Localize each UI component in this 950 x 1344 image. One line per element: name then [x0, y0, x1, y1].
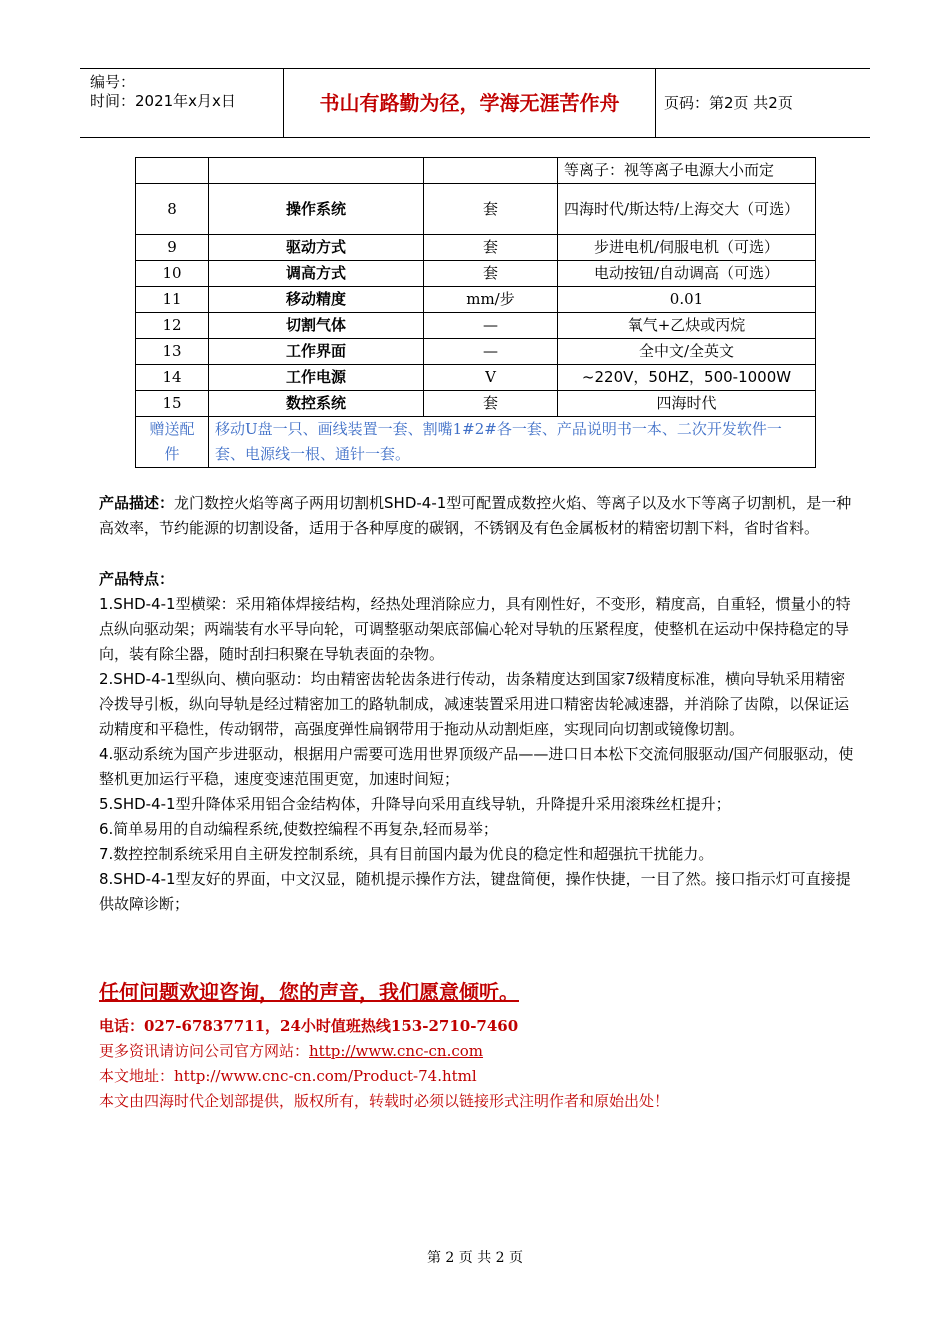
product-description — [99, 491, 855, 541]
spec-table — [135, 157, 816, 468]
table-row — [136, 261, 816, 287]
table-row — [136, 235, 816, 261]
feature-item: 8.SHD-4-1型友好的界面，中文汉显，随机提示操作方法，键盘简便，操作快捷，一目了然。接口指示灯可直接提供故障诊断； — [99, 870, 851, 913]
product-features — [99, 567, 855, 917]
row-item — [209, 158, 424, 184]
table-row — [136, 313, 816, 339]
page-footer: 第 2 页 共 2 页 — [426, 1250, 524, 1266]
website-prefix: 更多资讯请访问公司官方网站： — [99, 1042, 310, 1060]
row-unit: — — [424, 339, 558, 365]
row-number: 15 — [136, 391, 209, 417]
row-value: 0.01 — [558, 287, 816, 313]
row-number: 11 — [136, 287, 209, 313]
row-item: 移动精度 — [209, 287, 424, 313]
table-row — [136, 339, 816, 365]
page-header — [80, 68, 870, 138]
row-number — [136, 158, 209, 184]
row-value: 四海时代 — [558, 391, 816, 417]
gift-label: 赠送配件 — [136, 417, 209, 468]
row-value: 电动按钮/自动调高（可选） — [558, 261, 816, 287]
row-item: 切割气体 — [209, 313, 424, 339]
table-row — [136, 287, 816, 313]
header-motto: 书山有路勤为径，学海无涯苦作舟 — [319, 91, 620, 115]
time-label: 时间：2021年x月x日 — [90, 92, 236, 110]
feature-item: 5.SHD-4-1型升降体采用铝合金结构体，升降导向采用直线导轨，升降提升采用滚珠丝杠提升； — [99, 795, 731, 813]
feature-item: 2.SHD-4-1型纵向、横向驱动：均由精密齿轮齿条进行传动，齿条精度达到国家7级精度标准，横向导轨采用精密冷拨导引板，纵向导轨是经过精密加工的路轨制成，减速装置采用进口精密齿轮减速器，并消除了齿隙，以保证运动精度和平稳性，传动钢带，高强度弹性扁钢带用于拖动从动割炬座，实现同向切割或镜像切割。 — [99, 670, 850, 738]
table-row — [136, 184, 816, 235]
article-address: 本文地址：http://www.cnc-cn.com/Product-74.html — [99, 1067, 477, 1085]
description-label: 产品描述： — [99, 494, 175, 512]
contact-website — [99, 1039, 483, 1064]
table-row — [136, 391, 816, 417]
row-number: 10 — [136, 261, 209, 287]
website-link[interactable]: http://www.cnc-cn.com — [309, 1042, 484, 1060]
row-value: 等离子：视等离子电源大小而定 — [558, 158, 816, 184]
row-unit: V — [424, 365, 558, 391]
header-meta — [90, 73, 236, 111]
table-row — [136, 365, 816, 391]
row-item: 操作系统 — [209, 184, 424, 235]
row-unit — [424, 158, 558, 184]
copyright-notice: 本文由四海时代企划部提供，版权所有，转载时必须以链接形式注明作者和原始出处！ — [99, 1092, 670, 1110]
row-number: 9 — [136, 235, 209, 261]
row-number: 14 — [136, 365, 209, 391]
row-item: 工作界面 — [209, 339, 424, 365]
row-number: 12 — [136, 313, 209, 339]
row-unit: 套 — [424, 391, 558, 417]
serial-label: 编号： — [90, 73, 136, 91]
row-value: 步进电机/伺服电机（可选） — [558, 235, 816, 261]
contact-phone: 电话：027-67837711，24小时值班热线153-2710-7460 — [99, 1017, 519, 1035]
row-value: 全中文/全英文 — [558, 339, 816, 365]
table-row — [136, 158, 816, 184]
row-value: 四海时代/斯达特/上海交大（可选） — [558, 184, 816, 235]
row-value: ~220V，50HZ，500-1000W — [558, 365, 816, 391]
features-label: 产品特点： — [99, 570, 175, 588]
feature-item: 6.简单易用的自动编程系统,使数控编程不再复杂,轻而易举； — [99, 820, 498, 838]
row-item: 驱动方式 — [209, 235, 424, 261]
row-item: 数控系统 — [209, 391, 424, 417]
row-number: 8 — [136, 184, 209, 235]
header-page-number: 页码：第2页 共2页 — [664, 94, 793, 112]
row-number: 13 — [136, 339, 209, 365]
row-unit: 套 — [424, 184, 558, 235]
row-unit: — — [424, 313, 558, 339]
row-unit: 套 — [424, 235, 558, 261]
row-item: 工作电源 — [209, 365, 424, 391]
feature-item: 1.SHD-4-1型横梁：采用箱体焊接结构，经热处理消除应力，具有刚性好，不变形，精度高，自重轻，惯量小的特点纵向驱动架；两端装有水平导向轮，可调整驱动架底部偏心轮对导轨的压紧程度，使整机在运动中保持稳定的导向，装有除尘器，随时刮扫积聚在导轨表面的杂物。 — [99, 595, 851, 663]
header-divider — [655, 69, 656, 137]
feature-item: 4.驱动系统为国产步进驱动，根据用户需要可选用世界顶级产品——进口日本松下交流伺服驱动/国产伺服驱动，使整机更加运行平稳，速度变速范围更宽，加速时间短； — [99, 745, 854, 788]
row-unit: mm/步 — [424, 287, 558, 313]
feature-item: 7.数控控制系统采用自主研发控制系统，具有目前国内最为优良的稳定性和超强抗干扰能力。 — [99, 845, 714, 863]
description-text: 龙门数控火焰等离子两用切割机SHD-4-1型可配置成数控火焰、等离子以及水下等离子切割机，是一种高效率，节约能源的切割设备，适用于各种厚度的碳钢，不锈钢及有色金属板材的精密切割下料，省时省料。 — [99, 494, 852, 537]
row-value: 氧气+乙炔或丙烷 — [558, 313, 816, 339]
gift-row — [136, 417, 816, 468]
inquiry-heading: 任何问题欢迎咨询，您的声音，我们愿意倾听。 — [99, 980, 519, 1004]
row-unit: 套 — [424, 261, 558, 287]
row-item: 调高方式 — [209, 261, 424, 287]
gift-text: 移动U盘一只、画线装置一套、割嘴1#2#各一套、产品说明书一本、二次开发软件一套、电源线一根、通针一套。 — [209, 417, 816, 468]
